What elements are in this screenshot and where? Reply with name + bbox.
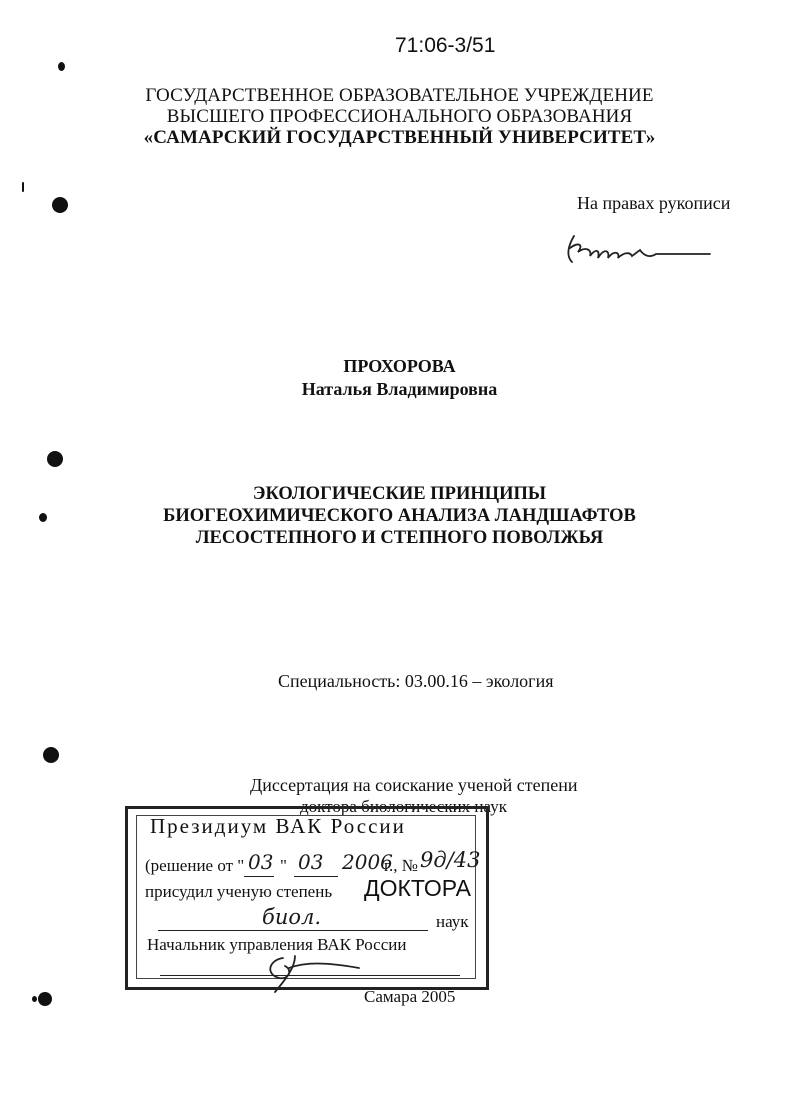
punch-hole [52, 197, 68, 213]
stamp-degree: ДОКТОРА [364, 875, 471, 901]
punch-hole [43, 747, 59, 763]
stamp-number: 9д/43 [420, 848, 481, 872]
institution-line-1: ГОСУДАРСТВЕННОЕ ОБРАЗОВАТЕЛЬНОЕ УЧРЕЖДЕНИЕ [145, 85, 654, 106]
stamp-year-suffix: г., № [384, 856, 419, 875]
title-line-3: ЛЕСОСТЕПНОГО И СТЕПНОГО ПОВОЛЖЬЯ [195, 528, 604, 548]
author-given-names: Наталья Владимировна [301, 379, 498, 399]
stamp-title: Президиум ВАК России [150, 814, 406, 838]
vak-head-signature [255, 948, 365, 996]
manuscript-note: На правах рукописи [577, 193, 731, 213]
punch-mark [39, 513, 47, 522]
stamp-month: 03 [298, 850, 324, 874]
punch-hole [38, 992, 52, 1006]
field-underline [158, 930, 428, 931]
dissertation-line-1: Диссертация на соискание ученой степени [250, 775, 578, 795]
punch-mark [58, 62, 65, 71]
punch-mark [22, 182, 24, 192]
stamp-day: 03 [248, 850, 274, 874]
stamp-field: биол. [262, 905, 322, 929]
day-underline [244, 876, 274, 877]
punch-mark [32, 996, 37, 1002]
institution-line-3: «САМАРСКИЙ ГОСУДАРСТВЕННЫЙ УНИВЕРСИТЕТ» [143, 127, 656, 148]
stamp-field-suffix: наук [436, 912, 469, 931]
city-year: Самара 2005 [364, 987, 456, 1006]
punch-hole [47, 451, 63, 467]
stamp-awarded-prefix: присудил ученую степень [145, 882, 333, 901]
specialty: Специальность: 03.00.16 – экология [278, 671, 554, 691]
dissertation-line-2: доктора биологических наук [300, 797, 507, 816]
title-line-1: ЭКОЛОГИЧЕСКИЕ ПРИНЦИПЫ [252, 484, 547, 504]
title-line-2: БИОГЕОХИМИЧЕСКОГО АНАЛИЗА ЛАНДШАФТОВ [163, 506, 636, 526]
stamp-quote-sep: " [280, 856, 287, 875]
institution-line-2: ВЫСШЕГО ПРОФЕССИОНАЛЬНОГО ОБРАЗОВАНИЯ [166, 106, 633, 127]
stamp-year: 2006 [342, 850, 393, 874]
author-signature [560, 228, 720, 270]
registry-code: 71:06-3/51 [395, 34, 496, 57]
stamp-head: Начальник управления ВАК России [147, 935, 407, 954]
author-surname: ПРОХОРОВА [343, 356, 456, 376]
stamp-decision-prefix: (решение от " [145, 856, 245, 875]
month-underline [294, 876, 338, 877]
